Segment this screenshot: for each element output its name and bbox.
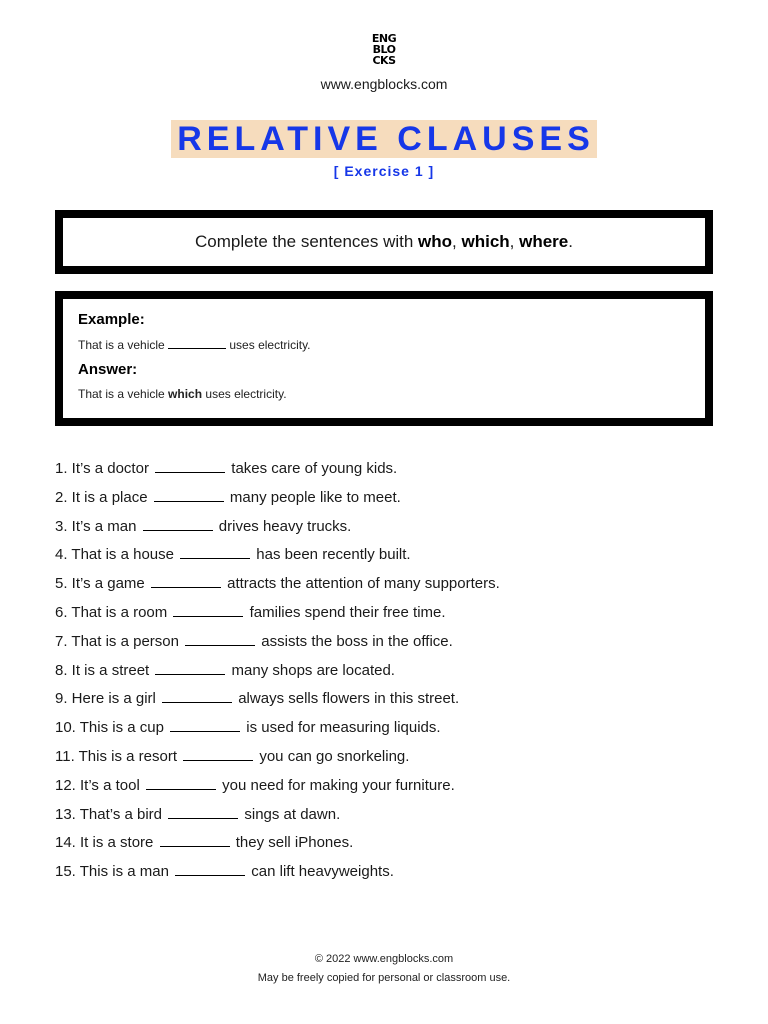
example-before: That is a vehicle <box>78 338 169 352</box>
question-item <box>55 660 715 689</box>
question-item <box>55 487 715 516</box>
question-item <box>55 602 715 631</box>
answer-blank[interactable] <box>185 631 255 646</box>
question-text-before: 7. That is a person <box>55 632 184 650</box>
question-text-after: sings at dawn. <box>240 805 341 823</box>
logo-line-2: BLO <box>372 43 396 56</box>
question-text-after: families spend their free time. <box>245 603 446 621</box>
logo-line-3: CKS <box>372 54 396 67</box>
question-text-after: drives heavy trucks. <box>214 517 352 535</box>
question-text-after: always sells flowers in this street. <box>234 690 460 708</box>
answer-blank[interactable] <box>154 487 224 502</box>
question-text-after: takes care of young kids. <box>227 460 398 477</box>
answer-blank[interactable] <box>155 660 225 675</box>
question-text-after: attracts the attention of many supporters. <box>222 575 500 593</box>
answer-blank[interactable] <box>143 516 213 531</box>
question-item <box>55 746 715 775</box>
instructions-text <box>63 218 705 266</box>
exercise-subtitle: [ Exercise 1 ] <box>333 163 435 179</box>
question-text-after: assists the boss in the office. <box>257 632 453 650</box>
answer-blank[interactable] <box>170 717 240 732</box>
question-item <box>55 804 715 833</box>
example-blank <box>168 337 226 349</box>
question-text-after: can lift heavyweights. <box>247 863 394 881</box>
logo-line-1: ENG <box>371 32 397 45</box>
answer-blank[interactable] <box>183 746 253 761</box>
example-sentence <box>78 337 705 361</box>
question-text-before: 2. It is a place <box>55 488 152 506</box>
answer-blank[interactable] <box>151 573 221 588</box>
footer-note: May be freely copied for personal or classroom use. <box>257 972 511 984</box>
question-text-before: 15. This is a man <box>55 863 174 881</box>
answer-blank[interactable] <box>175 861 245 876</box>
question-item <box>55 717 715 746</box>
question-text-before: 10. This is a cup <box>55 719 169 737</box>
question-text-before: 14. It is a store <box>55 834 158 852</box>
answer-blank[interactable] <box>160 832 230 847</box>
question-text-after: is used for measuring liquids. <box>242 719 441 737</box>
answer-blank[interactable] <box>155 458 225 473</box>
question-item <box>55 544 715 573</box>
question-text-before: 13. That’s a bird <box>55 805 167 823</box>
instructions-sep-2: , <box>509 232 520 251</box>
question-text-after: you need for making your furniture. <box>217 776 455 794</box>
question-item <box>55 573 715 602</box>
question-item <box>55 516 715 545</box>
question-text-after: has been recently built. <box>252 546 411 564</box>
instructions-sep-1: , <box>452 232 462 251</box>
question-item <box>55 631 715 660</box>
question-text-before: 11. This is a resort <box>55 747 182 765</box>
word-where: where <box>519 232 569 251</box>
question-text-before: 1. It’s a doctor <box>55 460 154 477</box>
answer-label: Answer: <box>78 361 138 378</box>
answer-blank[interactable] <box>173 602 243 617</box>
example-label: Example: <box>78 311 145 328</box>
question-text-before: 5. It’s a game <box>55 575 149 593</box>
example-after: uses electricity. <box>226 338 311 352</box>
question-item <box>55 832 715 861</box>
question-text-before: 6. That is a room <box>55 603 172 621</box>
answer-blank[interactable] <box>162 688 232 703</box>
question-item <box>55 458 715 487</box>
question-text-after: they sell iPhones. <box>231 834 354 852</box>
answer-blank[interactable] <box>146 775 216 790</box>
engblocks-logo <box>0 33 768 66</box>
question-text-before: 9. Here is a girl <box>55 690 161 708</box>
question-text-before: 4. That is a house <box>55 546 179 564</box>
answer-sentence <box>78 387 705 411</box>
answer-word: which <box>168 387 203 401</box>
instructions-box <box>55 210 713 274</box>
question-text-after: many shops are located. <box>227 661 395 679</box>
answer-blank[interactable] <box>168 804 238 819</box>
question-text-before: 8. It is a street <box>55 661 154 679</box>
answer-blank[interactable] <box>180 544 250 559</box>
title-wrapper <box>0 120 768 158</box>
instructions-prefix: Complete the sentences with <box>195 232 419 251</box>
question-text-after: many people like to meet. <box>225 488 401 506</box>
answer-before: That is a vehicle <box>78 387 169 401</box>
question-item <box>55 861 715 890</box>
question-text-before: 12. It’s a tool <box>55 776 144 794</box>
word-which: which <box>461 232 510 251</box>
question-item <box>55 775 715 804</box>
word-who: who <box>418 232 453 251</box>
instructions-suffix: . <box>568 232 573 251</box>
page-title: RELATIVE CLAUSES <box>171 120 597 158</box>
site-url: www.engblocks.com <box>320 76 448 92</box>
example-box <box>55 291 713 426</box>
question-list <box>55 458 715 890</box>
footer-copyright: © 2022 www.engblocks.com <box>314 953 454 965</box>
answer-after: uses electricity. <box>202 387 287 401</box>
question-text-after: you can go snorkeling. <box>255 747 410 765</box>
question-item <box>55 688 715 717</box>
question-text-before: 3. It’s a man <box>55 517 141 535</box>
